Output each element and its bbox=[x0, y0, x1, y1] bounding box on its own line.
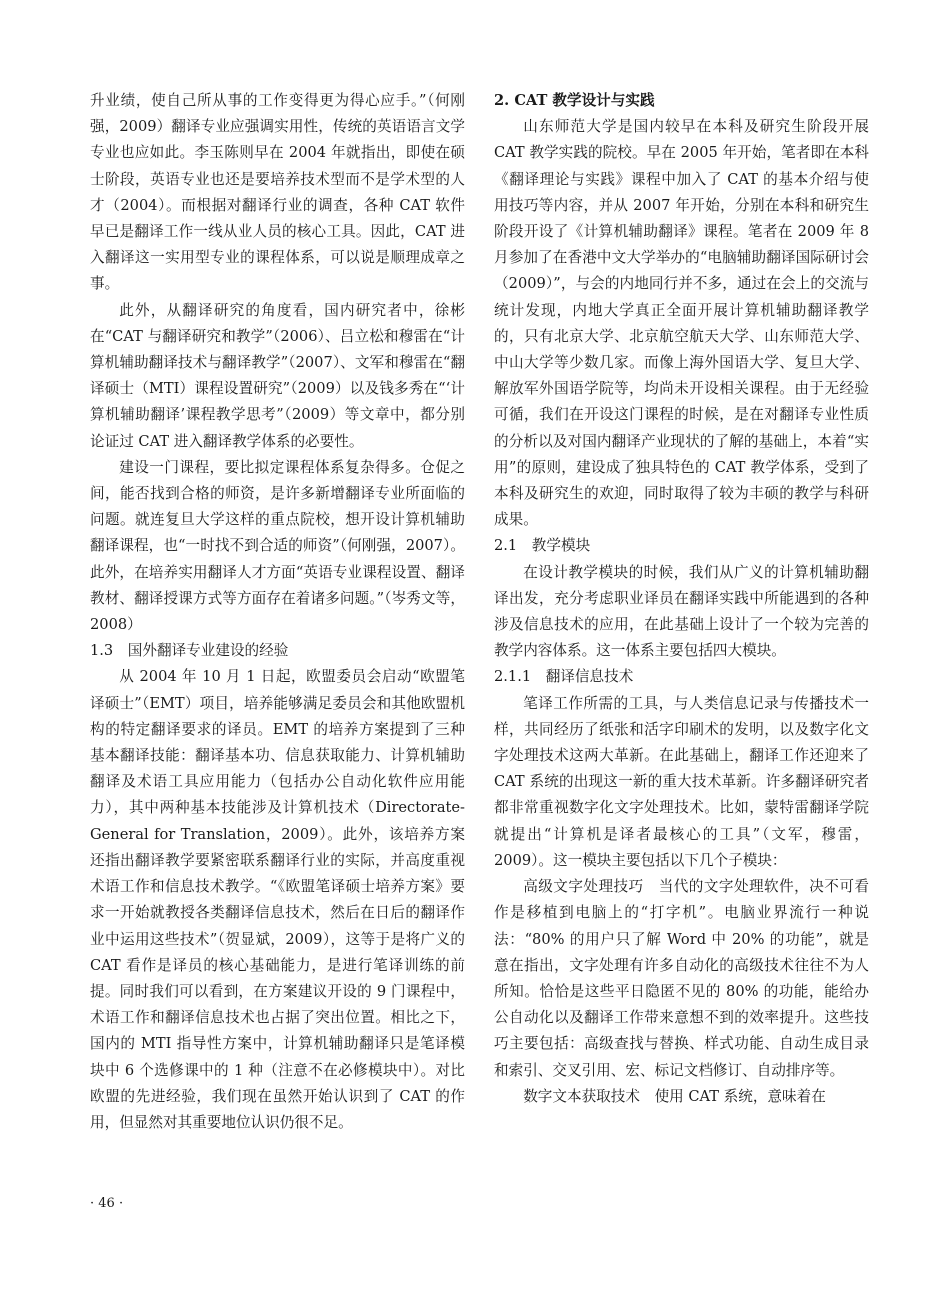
section-heading: 2.1 教学模块 bbox=[494, 537, 591, 555]
run-in-heading: 数字文本获取技术 bbox=[523, 1087, 640, 1105]
paragraph bbox=[494, 874, 869, 1084]
paragraph-body: 使用 CAT 系统，意味着在 bbox=[654, 1087, 826, 1105]
paragraph-body: 当代的文字处理软件，决不可看作是移植到电脑上的“打字机”。电脑业界流行一种说法：“80% 的用户只了解 Word 中 20% 的功能”，就是意在指出，文字处理有许多自动化的高级技术往往不为人所知。恰恰是这些平日隐匿不见的 80% 的功能，能给办公自动化以及翻译工作带来意想不到的效率提升。这些技巧主要包括：高级查找与替换、样式功能、自动生成目录和索引、交叉引用、宏、标记文档修订、自动排序等。 bbox=[494, 878, 869, 1079]
left-column bbox=[90, 88, 465, 1136]
paragraph: 笔译工作所需的工具，与人类信息记录与传播技术一样，共同经历了纸张和活字印刷术的发明，以及数字化文字处理技术这两大革新。在此基础上，翻译工作还迎来了 CAT 系统的出现这一新的重大技术革新。许多翻译研究者都非常重视数字化文字处理技术。比如，蒙特雷翻译学院就提出“计算机是译者最核心的工具”（文军，穆雷，2009）。这一模块主要包括以下几个子模块： bbox=[494, 694, 869, 869]
paragraph bbox=[494, 1084, 869, 1110]
run-in-heading: 高级文字处理技巧 bbox=[523, 878, 644, 896]
paragraph: 建设一门课程，要比拟定课程体系复杂得多。仓促之间，能否找到合格的师资，是许多新增翻译专业所面临的问题。就连复旦大学这样的重点院校，想开设计算机辅助翻译课程，也“一时找不到合适的师资”（何刚强，2007）。此外，在培养实用翻译人才方面“英语专业课程设置、翻译教材、翻译授课方式等方面存在着诸多问题。”（岑秀文等，2008） bbox=[90, 458, 465, 634]
paragraph: 在设计教学模块的时候，我们从广义的计算机辅助翻译出发，充分考虑职业译员在翻译实践中所能遇到的各种涉及信息技术的应用，在此基础上设计了一个较为完善的教学内容体系。这一体系主要包括四大模块。 bbox=[494, 563, 869, 660]
paragraph: 山东师范大学是国内较早在本科及研究生阶段开展 CAT 教学实践的院校。早在 2005 年开始，笔者即在本科《翻译理论与实践》课程中加入了 CAT 的基本介绍与使用技巧等内容，并从 2007 年开始，分别在本科和研究生阶段开设了《计算机辅助翻译》课程。笔者在 2009 年 8 月参加了在香港中文大学举办的“电脑辅助翻译国际研讨会（2009）”，与会的内地同行并不多，通过在会上的交流与统计发现，内地大学真正全面开展计算机辅助翻译教学的，只有北京大学、北京航空航天大学、山东师范大学、中山大学等少数几家。而像上海外国语大学、复旦大学、解放军外国语学院等，均尚未开设相关课程。由于无经验可循，我们在开设这门课程的时候，是在对翻译专业性质的分析以及对国内翻译产业现状的了解的基础上，本着“实用”的原则，建设成了独具特色的 CAT 教学体系，受到了本科及研究生的欢迎，同时取得了较为丰硕的教学与科研成果。 bbox=[494, 118, 869, 529]
paragraph: 从 2004 年 10 月 1 日起，欧盟委员会启动“欧盟笔译硕士”（EMT）项目，培养能够满足委员会和其他欧盟机构的特定翻译要求的译员。EMT 的培养方案提到了三种基本翻译技能：翻译基本功、信息获取能力、计算机辅助翻译及术语工具应用能力（包括办公自动化软件应用能力），其中两种基本技能涉及计算机技术（Directorate-General for Translation，2009）。此外，该培养方案还指出翻译教学要紧密联系翻译行业的实际，并高度重视术语工作和信息技术教学。“《欧盟笔译硕士培养方案》要求一开始就教授各类翻译信息技术，然后在日后的翻译作业中运用这些技术”（贺显斌，2009），这等于是将广义的 CAT 看作是译员的核心基础能力，是进行笔译训练的前提。同时我们可以看到，在方案建议开设的 9 门课程中，术语工作和翻译信息技术也占据了突出位置。相比之下，国内的 MTI 指导性方案中，计算机辅助翻译只是笔译模块中 6 个选修课中的 1 种（注意不在必修模块中）。对比欧盟的先进经验，我们现在虽然开始认识到了 CAT 的作用，但显然对其重要地位认识仍很不足。 bbox=[90, 668, 465, 1131]
page-number: · 46 · bbox=[90, 1196, 124, 1211]
section-heading: 2.1.1 翻译信息技术 bbox=[494, 668, 634, 686]
section-heading: 1.3 国外翻译专业建设的经验 bbox=[90, 642, 289, 660]
section-heading: 2. CAT 教学设计与实践 bbox=[494, 92, 655, 109]
paragraph: 升业绩，使自己所从事的工作变得更为得心应手。”（何刚强，2009）翻译专业应强调实用性，传统的英语语言文学专业也应如此。李玉陈则早在 2004 年就指出，即使在硕士阶段，英语专业也还是要培养技术型而不是学术型的人才（2004）。而根据对翻译行业的调查，各种 CAT 软件早已是翻译工作一线从业人员的核心工具。因此，CAT 进入翻译这一实用型专业的课程体系，可以说是顺理成章之事。 bbox=[90, 92, 465, 293]
paragraph: 此外，从翻译研究的角度看，国内研究者中，徐彬在“CAT 与翻译研究和教学”（2006）、吕立松和穆雷在“计算机辅助翻译技术与翻译教学”（2007）、文军和穆雷在“翻译硕士（MTI）课程设置研究”（2009）以及钱多秀在“‘计算机辅助翻译’课程教学思考”（2009）等文章中，都分别论证过 CAT 进入翻译教学体系的必要性。 bbox=[90, 301, 465, 450]
right-column bbox=[494, 88, 869, 1110]
